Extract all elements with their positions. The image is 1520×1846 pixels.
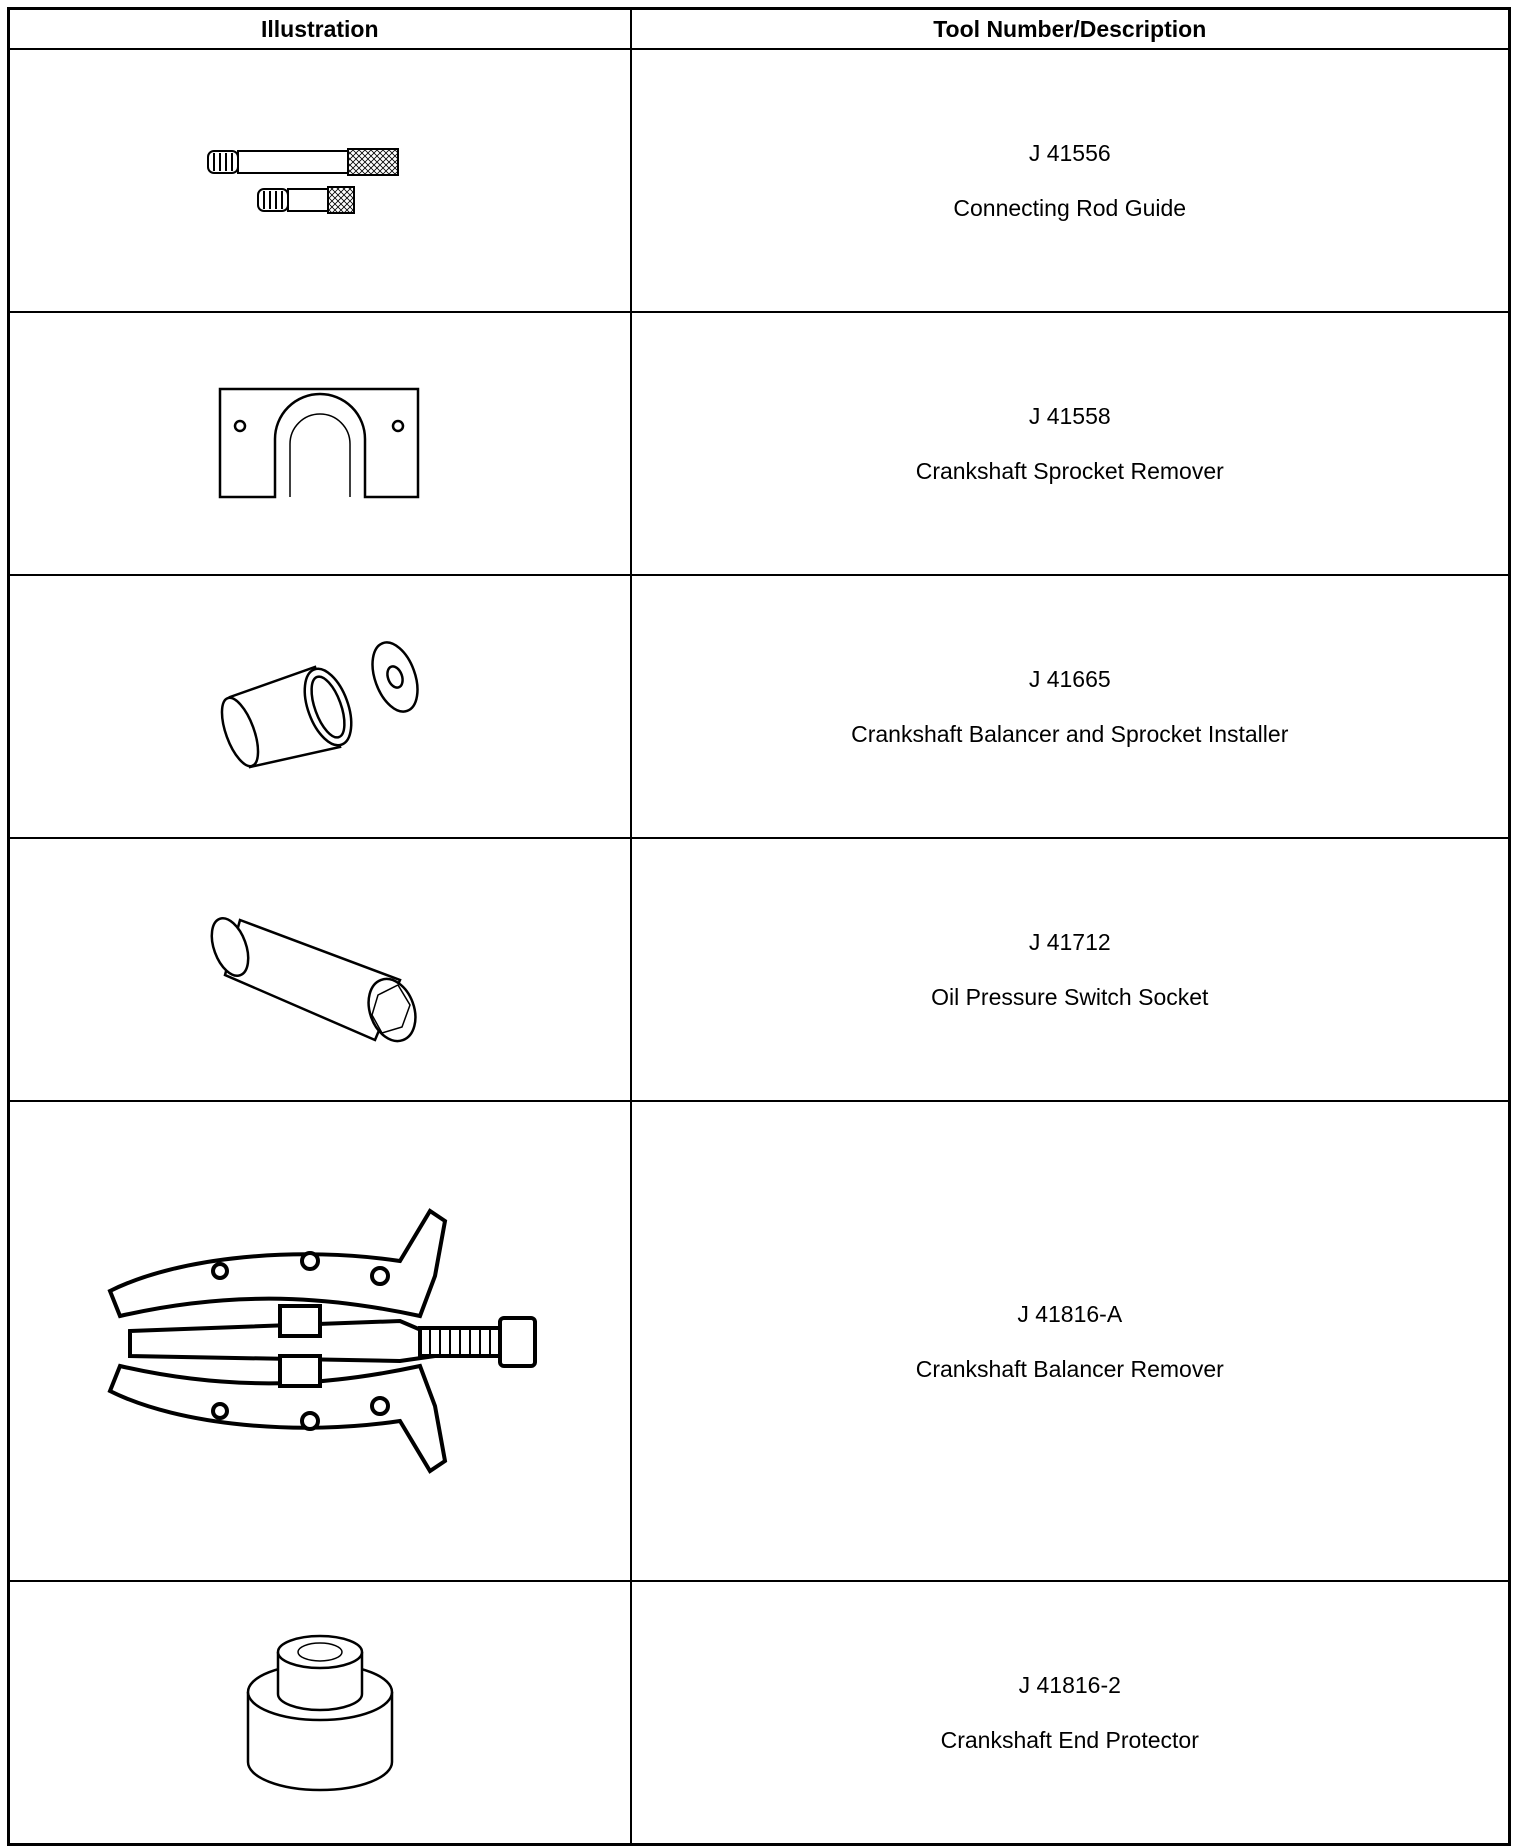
tool-cell [631,49,1510,312]
tool-description: Crankshaft End Protector [940,1726,1199,1753]
illustration-cell [9,312,631,575]
tool-description: Crankshaft Sprocket Remover [915,458,1224,484]
tool-number: J 41558 [1028,403,1111,429]
connecting-rod-guide-icon [200,141,440,221]
illustration-cell [9,1581,631,1844]
illustration-cell [9,49,631,312]
tool-cell [631,575,1510,838]
end-protector-icon [240,1622,400,1802]
sprocket-remover-plate-icon [215,384,425,504]
table-row [9,312,1510,575]
tool-description: Oil Pressure Switch Socket [931,984,1209,1010]
tool-description: Connecting Rod Guide [953,195,1187,221]
table-row [9,49,1510,312]
table-row [9,1101,1510,1581]
tool-description: Crankshaft Balancer Remover [915,1355,1224,1382]
balancer-installer-icon [210,637,430,777]
balancer-puller-icon [100,1206,540,1476]
illustration-column-header: Illustration [9,9,631,50]
special-tools-table [7,7,1511,1846]
tool-cell [631,838,1510,1101]
tool-number: J 41556 [1028,140,1111,166]
table-row [9,575,1510,838]
oil-pressure-socket-icon [200,895,440,1045]
table-row [9,1581,1510,1844]
illustration-cell [9,1101,631,1581]
tool-cell [631,312,1510,575]
tool-number: J 41816-A [1017,1300,1123,1327]
tool-number: J 41665 [1028,666,1111,692]
illustration-cell [9,575,631,838]
tool-cell [631,1581,1510,1844]
tool-number: J 41816-2 [1018,1671,1121,1698]
table-row [9,838,1510,1101]
tool-column-header: Tool Number/Description [631,9,1510,50]
table-header-row [9,9,1510,50]
tool-number: J 41712 [1028,929,1111,955]
illustration-cell [9,838,631,1101]
tool-cell [631,1101,1510,1581]
tool-description: Crankshaft Balancer and Sprocket Installer [851,721,1289,747]
